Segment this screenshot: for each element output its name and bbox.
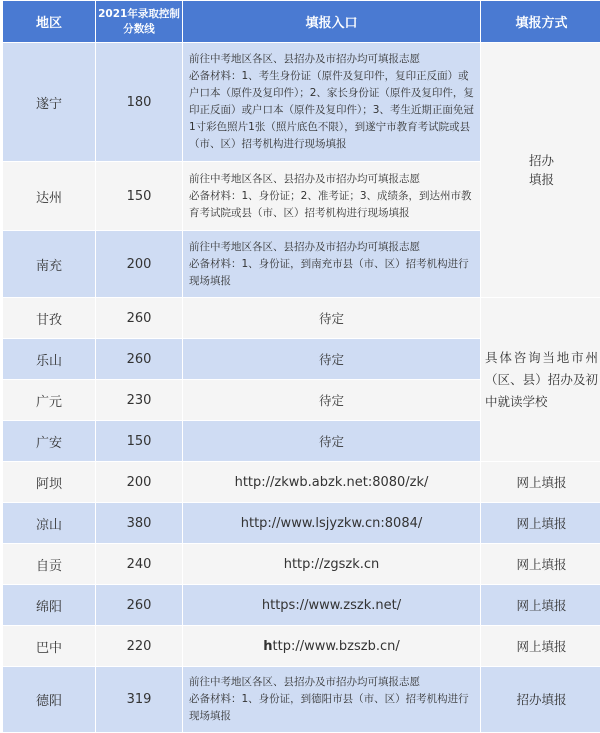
admission-table (2, 0, 600, 733)
table-row (3, 626, 600, 667)
entry-link[interactable]: http://zgszk.cn (183, 544, 481, 585)
score-cell: 230 (96, 380, 183, 421)
score-cell: 260 (96, 298, 183, 339)
method-cell-merged: 具体咨询当地市州（区、县）招办及初中就读学校 (481, 298, 600, 462)
entry-text: 前往中考地区各区、县招办及市招办均可填报志愿 必备材料：1、身份证，到南充市县（市、区）招考机构进行现场填报 (189, 240, 469, 287)
score-cell: 260 (96, 585, 183, 626)
region-cell: 南充 (3, 231, 96, 298)
table-row (3, 298, 600, 339)
header-method: 填报方式 (481, 1, 600, 43)
entry-link-rest: ttp://www.bzszb.cn/ (272, 638, 400, 654)
table-row (3, 462, 600, 503)
entry-cell: 待定 (183, 339, 481, 380)
entry-text: 前往中考地区各区、县招办及市招办均可填报志愿 必备材料：1、身份证，到德阳市县（市、区）招考机构进行现场填报 (189, 676, 469, 722)
method-cell-merged (481, 43, 600, 298)
region-cell: 凉山 (3, 503, 96, 544)
score-cell: 260 (96, 339, 183, 380)
method-cell: 网上填报 (481, 585, 600, 626)
entry-cell (183, 162, 481, 231)
entry-link[interactable]: https://www.zszk.net/ (183, 585, 481, 626)
table-row (3, 503, 600, 544)
header-score-line2: 分数线 (123, 22, 155, 35)
method-cell: 网上填报 (481, 544, 600, 585)
entry-cell: 待定 (183, 380, 481, 421)
entry-text: 前往中考地区各区、县招办及市招办均可填报志愿 必备材料：1、身份证；2、准考证；3、成绩条，到达州市教育考试院或县（市、区）招考机构进行现场填报 (189, 172, 472, 219)
entry-link[interactable]: http://zkwb.abzk.net:8080/zk/ (183, 462, 481, 503)
table-row (3, 585, 600, 626)
method-cell: 网上填报 (481, 626, 600, 667)
score-cell: 220 (96, 626, 183, 667)
region-cell: 遂宁 (3, 43, 96, 162)
region-cell: 广安 (3, 421, 96, 462)
region-cell: 阿坝 (3, 462, 96, 503)
entry-link[interactable] (183, 626, 481, 667)
score-cell: 150 (96, 162, 183, 231)
entry-cell: 待定 (183, 298, 481, 339)
header-region: 地区 (3, 1, 96, 43)
table-row (3, 667, 600, 733)
region-cell: 巴中 (3, 626, 96, 667)
entry-link[interactable]: http://www.lsjyzkw.cn:8084/ (183, 503, 481, 544)
region-cell: 乐山 (3, 339, 96, 380)
method-cell: 网上填报 (481, 462, 600, 503)
score-cell: 200 (96, 231, 183, 298)
region-cell: 达州 (3, 162, 96, 231)
region-cell: 广元 (3, 380, 96, 421)
header-score-line1: 2021年录取控制 (98, 7, 180, 20)
method-text-line1: 招办 (528, 153, 554, 168)
entry-cell (183, 43, 481, 162)
header-score (96, 1, 183, 43)
entry-link-h: h (263, 638, 273, 654)
method-cell: 招办填报 (481, 667, 600, 733)
entry-text: 前往中考地区各区、县招办及市招办均可填报志愿 必备材料：1、考生身份证（原件及复印件，复印正反面）或户口本（原件及复印件）；2、家长身份证（原件及复印件，复印正反面）或户口本（原件及复印件）；3、考生近期正面免冠1寸彩色照片1张（照片底色不限），到遂宁市教育考试院或县（市、区）招考机构进行现场填报 (189, 53, 474, 150)
region-cell: 自贡 (3, 544, 96, 585)
region-cell: 德阳 (3, 667, 96, 733)
header-entry: 填报入口 (183, 1, 481, 43)
entry-cell (183, 231, 481, 298)
table-row (3, 544, 600, 585)
method-cell: 网上填报 (481, 503, 600, 544)
score-cell: 200 (96, 462, 183, 503)
region-cell: 绵阳 (3, 585, 96, 626)
table-row (3, 43, 600, 162)
score-cell: 150 (96, 421, 183, 462)
score-cell: 380 (96, 503, 183, 544)
method-text-line2: 填报 (528, 172, 554, 187)
score-cell: 240 (96, 544, 183, 585)
entry-cell (183, 667, 481, 733)
table-header-row (3, 1, 600, 43)
region-cell: 甘孜 (3, 298, 96, 339)
entry-cell: 待定 (183, 421, 481, 462)
score-cell: 319 (96, 667, 183, 733)
score-cell: 180 (96, 43, 183, 162)
